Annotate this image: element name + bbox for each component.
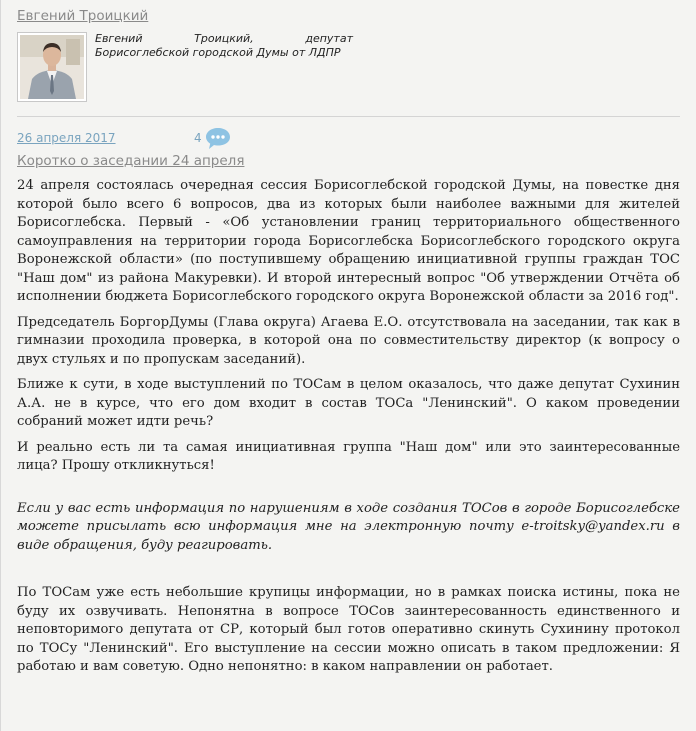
comment-count[interactable]: 4 bbox=[194, 131, 202, 145]
post-paragraph: И реально есть ли та самая инициативная группа "Наш дом" или это заинтересованные лица? Прошу откликнуться! bbox=[17, 439, 680, 473]
post-paragraph: Ближе к сути, в ходе выступлений по ТОСам в целом оказалось, что даже депутат Сухинин А.А. не в курсе, что его дом входит в состав ТОСа "Ленинский". О каком проведении собраний может идти речь? bbox=[17, 377, 680, 429]
header-divider bbox=[17, 116, 680, 117]
speech-bubble-icon[interactable] bbox=[205, 126, 231, 150]
post-title-link[interactable]: Коротко о заседании 24 апреля bbox=[17, 153, 245, 169]
post-paragraph: 24 апреля состоялась очередная сессия Борисоглебской городской Думы, на повестке дня которой было всего 6 вопросов, два из которых были наиболее важными для жителей Борисоглебска. Первый - «Об установлении границ территориального общественного самоуправления на территории города Борисоглебска Борисоглебского городского округа Воронежской области» (по поступившему обращению инициативной группы граждан ТОС "Наш дом" из района Макуревки). И второй интересный вопрос "Об утверждении Отчёта об исполнении бюджета Борисоглебского городского округа Воронежской области за 2016 год". bbox=[17, 178, 680, 304]
post-paragraph: По ТОСам уже есть небольшие крупицы информации, но в рамках поиска истины, пока не буду их озвучивать. Непонятна в вопросе ТОСов заинтересованность единственного и неповторимого депутата от СР, который был готов оперативно скинуть Сухинину протокол по ТОСу "Ленинский". Его выступление на сессии можно описать в таком предложении: Я работаю и вам советую. Одно непонятно: в каком направлении он работает. bbox=[17, 585, 680, 674]
author-avatar[interactable] bbox=[17, 32, 87, 102]
post-body bbox=[17, 177, 680, 684]
contact-note: Если у вас есть информация по нарушениям в ходе создания ТОСов в городе Борисоглебске можете присылать всю информация мне на электронную почту e-troitsky@yandex.ru в виде обращения, буду реагировать. bbox=[17, 500, 680, 553]
post-date-link[interactable]: 26 апреля 2017 bbox=[17, 131, 116, 145]
author-description: Евгений Троицкий, депутат Борисоглебской городской Думы от ЛДПР bbox=[95, 32, 353, 59]
post-paragraph: Председатель БоргорДумы (Глава округа) Агаева Е.О. отсутствовала на заседании, так как в гимназии проходила проверка, в которой она по совместительству директор (к вопросу о двух стульях и по пропускам заседаний). bbox=[17, 314, 680, 367]
author-name-link[interactable]: Евгений Троицкий bbox=[17, 8, 149, 24]
person-photo-icon bbox=[20, 35, 84, 99]
